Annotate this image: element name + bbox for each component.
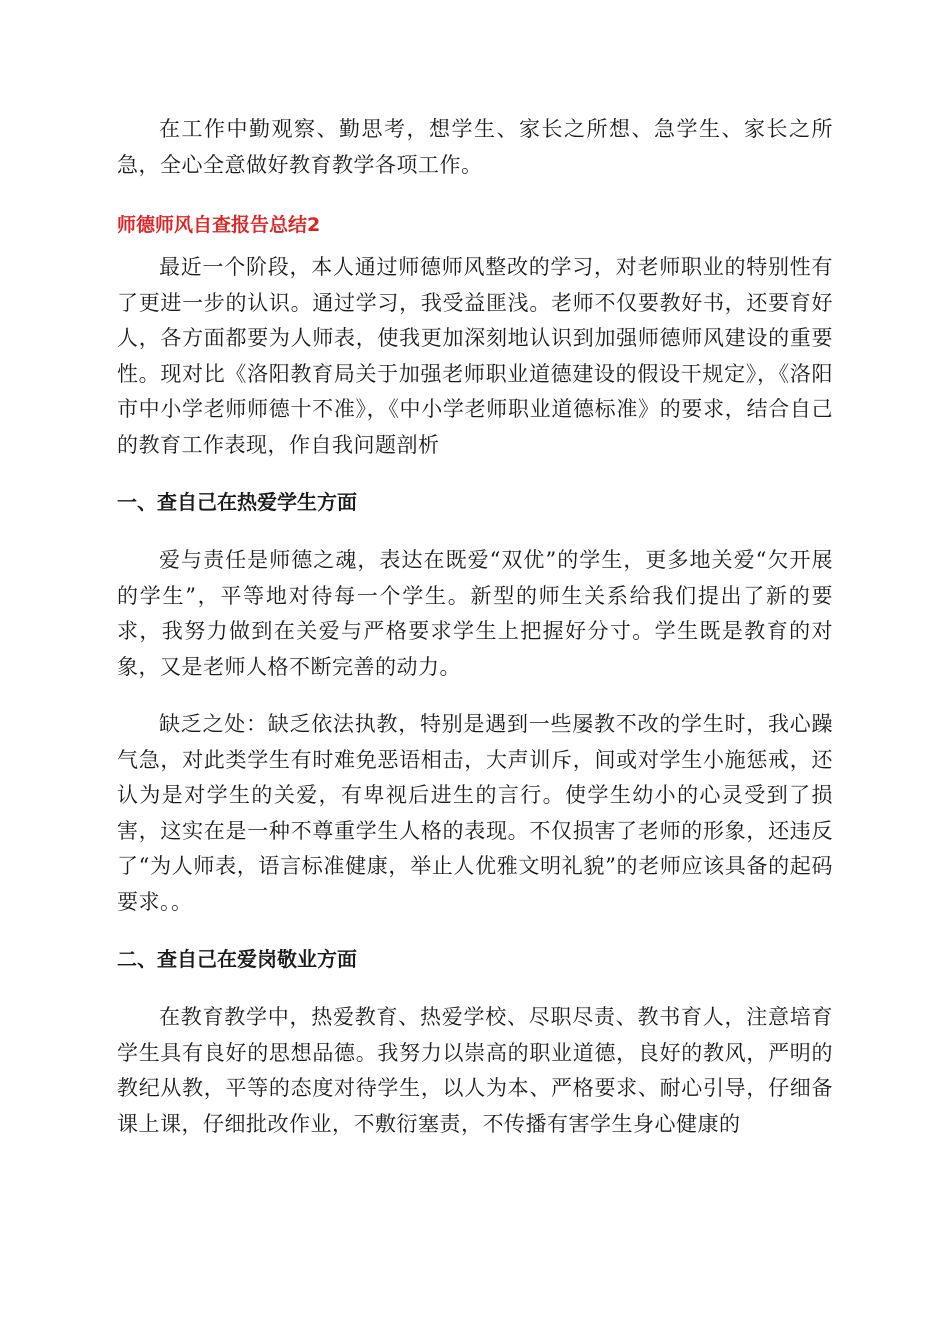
section-heading-dedication: 二、查自己在爱岗敬业方面 xyxy=(117,947,357,971)
shortcomings-paragraph: 缺乏之处：缺乏依法执教，特别是遇到一些屡教不改的学生时，我心躁气急，对此类学生有时难免恶语相击，大声训斥，间或对学生小施惩戒，还认为是对学生的关爱，有卑视后进生的言行。使学生幼小的心灵受到了损害，这实在是一种不尊重学生人格的表现。不仅损害了老师的形象，还违反了“为人师表，语言标准健康，举止人优雅文明礼貌”的老师应该具备的起码要求。。 xyxy=(117,712,833,914)
overview-paragraph: 最近一个阶段，本人通过师德师风整改的学习，对老师职业的特别性有了更进一步的认识。通过学习，我受益匪浅。老师不仅要教好书，还要育好人，各方面都要为人师表，使我更加深刻地认识到加强师德师风建设的重要性。现对比《洛阳教育局关于加强老师职业道德建设的假设干规定》，《洛阳市中小学老师师德十不准》，《中小学老师职业道德标准》的要求，结合自己的教育工作表现，作自我问题剖析 xyxy=(117,255,833,457)
dedication-paragraph: 在教育教学中，热爱教育、热爱学校、尽职尽责、教书育人，注意培育学生具有良好的思想品德。我努力以崇高的职业道德，良好的教风，严明的教纪从教，平等的态度对待学生，以人为本、严格要求、耐心引导，仔细备课上课，仔细批改作业，不敷衍塞责，不传播有害学生身心健康的 xyxy=(117,1005,833,1136)
intro-paragraph: 在工作中勤观察、勤思考，想学生、家长之所想、急学生、家长之所急，全心全意做好教育教学各项工作。 xyxy=(117,117,833,177)
document-body xyxy=(117,112,833,1142)
report-title: 师德师风自查报告总结2 xyxy=(117,214,321,236)
section-heading-love-students: 一、查自己在热爱学生方面 xyxy=(117,490,357,514)
love-students-paragraph: 爱与责任是师德之魂，表达在既爱“双优”的学生，更多地关爱“欠开展的学生”，平等地对待每一个学生。新型的师生关系给我们提出了新的要求，我努力做到在关爱与严格要求学生上把握好分寸。学生既是教育的对象，又是老师人格不断完善的动力。 xyxy=(117,548,833,679)
